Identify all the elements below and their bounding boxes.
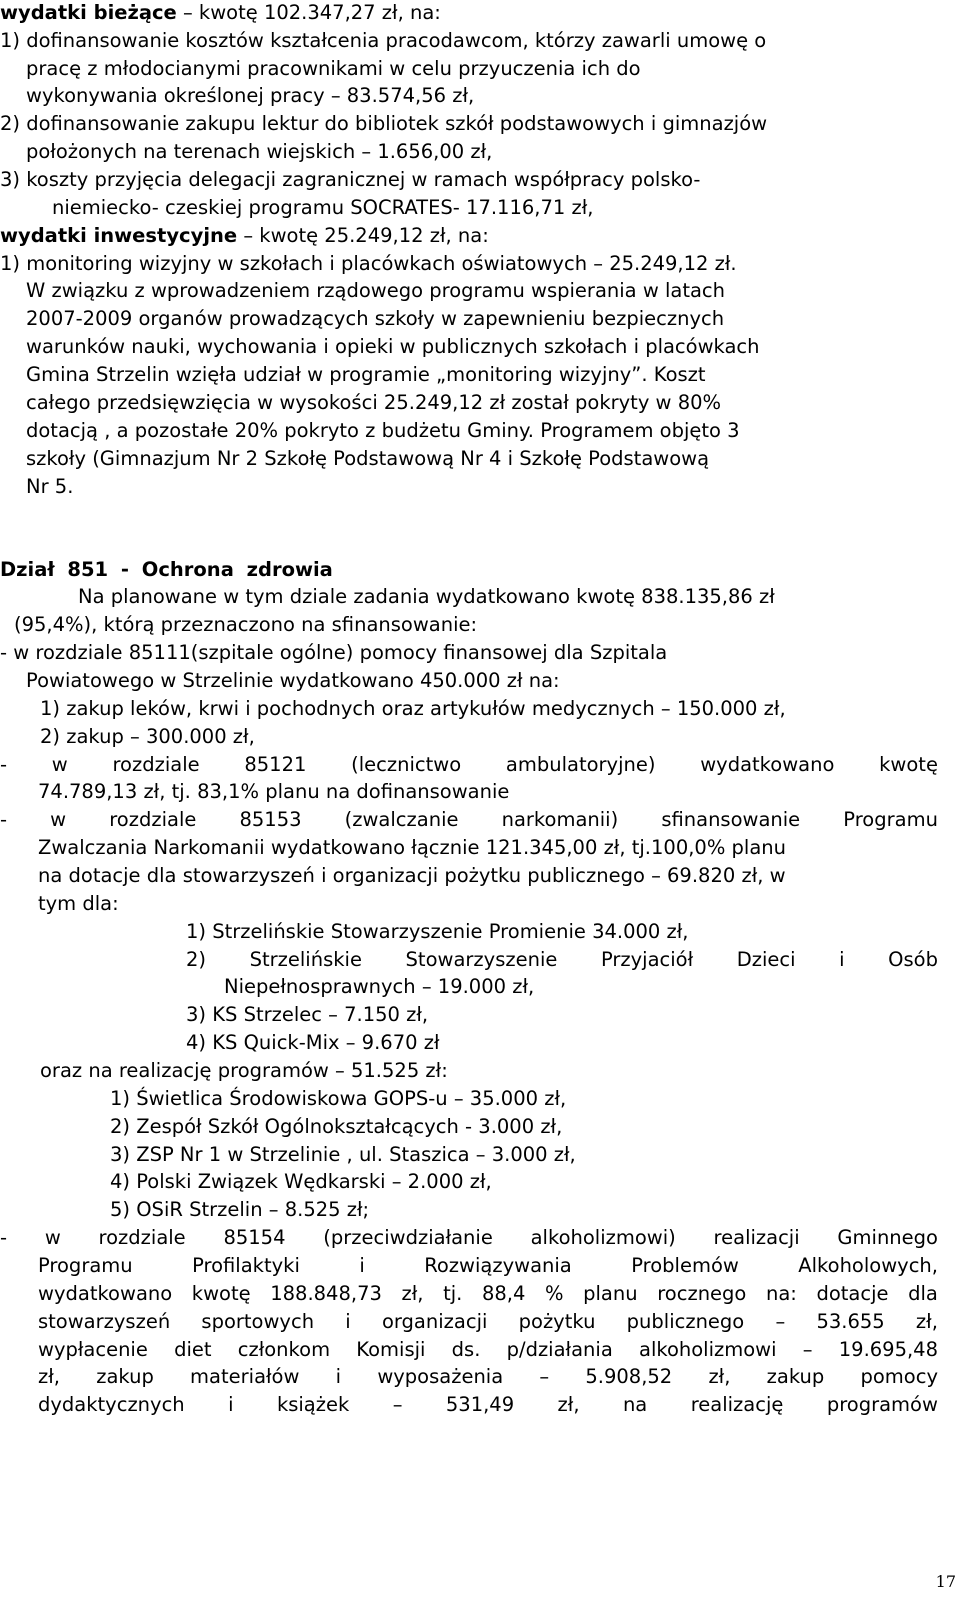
text-line: 1) dofinansowanie kosztów kształcenia pracodawcom, którzy zawarli umowę o	[0, 29, 767, 52]
word: (zwalczanie	[344, 808, 459, 831]
text-line: 4) Polski Związek Wędkarski – 2.000 zł,	[110, 1170, 492, 1193]
word: zł,	[915, 1310, 938, 1333]
word: 88,4	[481, 1282, 526, 1305]
word: i	[839, 948, 845, 971]
word: wypłacenie	[38, 1338, 148, 1361]
word: (lecznictwo	[351, 753, 462, 776]
word: 19.695,48	[838, 1338, 938, 1361]
word: (przeciwdziałanie	[323, 1226, 493, 1249]
word: członkom	[237, 1338, 331, 1361]
justified-line	[0, 1228, 938, 1248]
page-number: 17	[935, 1572, 956, 1591]
word: organizacji	[381, 1310, 488, 1333]
word: wydatkowano	[700, 753, 835, 776]
word: Rozwiązywania	[424, 1254, 572, 1277]
text-line: W związku z wprowadzeniem rządowego programu wspierania w latach	[26, 279, 726, 302]
text-line: niemiecko- czeskiej programu SOCRATES- 17.116,71 zł,	[52, 196, 594, 219]
text-line: 2) zakup – 300.000 zł,	[40, 725, 255, 748]
word: –	[775, 1310, 786, 1333]
text-line: Niepełnosprawnych – 19.000 zł,	[224, 975, 535, 998]
text-line: wydatki inwestycyjne – kwotę 25.249,12 zł, na:	[0, 224, 489, 247]
word: %	[545, 1282, 564, 1305]
text-line: Zwalczania Narkomanii wydatkowano łącznie 121.345,00 zł, tj.100,0% planu	[38, 836, 787, 859]
word: dydaktycznych	[38, 1393, 185, 1416]
word: 85153	[239, 808, 302, 831]
word: p/działania	[506, 1338, 613, 1361]
text-line: całego przedsięwzięcia w wysokości 25.249,12 zł został pokryty w 80%	[26, 391, 722, 414]
word: materiałów	[190, 1365, 300, 1388]
word: programów	[826, 1393, 938, 1416]
text-line: 3) KS Strzelec – 7.150 zł,	[186, 1003, 429, 1026]
justified-line	[0, 755, 938, 775]
word: rocznego	[657, 1282, 747, 1305]
word: Alkoholowych,	[798, 1254, 938, 1277]
word: zakup	[96, 1365, 154, 1388]
word: –	[802, 1338, 813, 1361]
word: kwotę	[191, 1282, 251, 1305]
word: Stowarzyszenie	[405, 948, 558, 971]
word: alkoholizmowi	[639, 1338, 777, 1361]
word: rozdziale	[109, 808, 197, 831]
word: publicznego	[626, 1310, 745, 1333]
word: 188.848,73	[270, 1282, 382, 1305]
word: 531,49	[445, 1393, 515, 1416]
section-heading: Dział 851 - Ochrona zdrowia	[0, 558, 333, 581]
text-line: 1) Świetlica Środowiskowa GOPS-u – 35.000 zł,	[110, 1087, 567, 1110]
word: diet	[174, 1338, 212, 1361]
word: kwotę	[879, 753, 938, 776]
text-line: 3) koszty przyjęcia delegacji zagranicznej w ramach współpracy polsko-	[0, 168, 701, 191]
word: 53.655	[816, 1310, 885, 1333]
word: Problemów	[631, 1254, 739, 1277]
text-line: pracę z młodocianymi pracownikami w celu przyuczenia ich do	[26, 57, 641, 80]
word: planu	[583, 1282, 638, 1305]
word: na	[622, 1393, 648, 1416]
justified-line	[38, 1312, 938, 1332]
text-line: - w rozdziale 85111(szpitale ogólne) pomocy finansowej dla Szpitala	[0, 641, 668, 664]
word: zł,	[38, 1365, 60, 1388]
text-line: Nr 5.	[26, 475, 74, 498]
word: na:	[765, 1282, 797, 1305]
justified-line	[186, 950, 938, 970]
word: -	[0, 1226, 8, 1249]
word: dotacje	[816, 1282, 889, 1305]
word: sfinansowanie	[661, 808, 801, 831]
word: -	[0, 753, 8, 776]
text-line: wydatki bieżące – kwotę 102.347,27 zł, na:	[0, 1, 441, 24]
justified-line	[38, 1256, 938, 1276]
word: w	[50, 808, 67, 831]
text-line: 1) monitoring wizyjny w szkołach i placówkach oświatowych – 25.249,12 zł.	[0, 252, 737, 275]
text-line: 4) KS Quick-Mix – 9.670 zł	[186, 1031, 440, 1054]
word: Przyjaciół	[600, 948, 694, 971]
word: tj.	[443, 1282, 463, 1305]
word: książek	[276, 1393, 350, 1416]
word: Dzieci	[736, 948, 796, 971]
word: narkomanii)	[501, 808, 619, 831]
text-line: 3) ZSP Nr 1 w Strzelinie , ul. Staszica – 3.000 zł,	[110, 1143, 576, 1166]
word: –	[392, 1393, 403, 1416]
word: Komisji	[356, 1338, 426, 1361]
word: pożytku	[518, 1310, 596, 1333]
word: sportowych	[201, 1310, 315, 1333]
word: wyposażenia	[377, 1365, 504, 1388]
bold-term: wydatki inwestycyjne	[0, 224, 238, 247]
word: pomocy	[860, 1365, 938, 1388]
word: zakup	[766, 1365, 825, 1388]
word: zł,	[708, 1365, 731, 1388]
text-line: szkoły (Gimnazjum Nr 2 Szkołę Podstawową Nr 4 i Szkołę Podstawową	[26, 447, 710, 470]
word: rozdziale	[98, 1226, 186, 1249]
text-line: 1) zakup leków, krwi i pochodnych oraz artykułów medycznych – 150.000 zł,	[40, 697, 786, 720]
word: 2)	[186, 948, 207, 971]
word: 85154	[223, 1226, 286, 1249]
text-line: warunków nauki, wychowania i opieki w publicznych szkołach i placówkach	[26, 335, 760, 358]
word: Osób	[888, 948, 938, 971]
justified-line	[38, 1395, 938, 1415]
justified-line	[38, 1340, 938, 1360]
text-line: 1) Strzelińskie Stowarzyszenie Promienie 34.000 zł,	[186, 920, 689, 943]
word: stowarzyszeń	[38, 1310, 171, 1333]
text-line: Powiatowego w Strzelinie wydatkowano 450.000 zł na:	[26, 669, 560, 692]
word: zł,	[557, 1393, 580, 1416]
text-line: 2) dofinansowanie zakupu lektur do bibliotek szkół podstawowych i gimnazjów	[0, 112, 768, 135]
word: wydatkowano	[38, 1282, 173, 1305]
word: i	[359, 1254, 365, 1277]
word: i	[228, 1393, 234, 1416]
word: w	[51, 753, 68, 776]
text-line: położonych na terenach wiejskich – 1.656,00 zł,	[26, 140, 493, 163]
word: realizacji	[713, 1226, 800, 1249]
word: i	[335, 1365, 342, 1388]
word: i	[345, 1310, 351, 1333]
word: rozdziale	[112, 753, 200, 776]
text-line: 2007-2009 organów prowadzących szkoły w zapewnieniu bezpiecznych	[26, 307, 725, 330]
word: -	[0, 808, 8, 831]
word: 85121	[244, 753, 307, 776]
bold-term: wydatki bieżące	[0, 1, 177, 24]
text-line: wykonywania określonej pracy – 83.574,56 zł,	[26, 84, 475, 107]
text-line: tym dla:	[38, 892, 119, 915]
text-line: dotacją , a pozostałe 20% pokryto z budżetu Gminy. Programem objęto 3	[26, 419, 740, 442]
word: Programu	[38, 1254, 133, 1277]
text-line: na dotacje dla stowarzyszeń i organizacji pożytku publicznego – 69.820 zł, w	[38, 864, 786, 887]
text-line: 74.789,13 zł, tj. 83,1% planu na dofinansowanie	[38, 780, 510, 803]
word: dla	[908, 1282, 938, 1305]
justified-line	[38, 1284, 938, 1304]
word: w	[44, 1226, 61, 1249]
text-line: oraz na realizację programów – 51.525 zł:	[40, 1059, 448, 1082]
word: Gminnego	[837, 1226, 938, 1249]
word: ambulatoryjne)	[505, 753, 656, 776]
justified-line	[38, 1367, 938, 1387]
word: Programu	[843, 808, 938, 831]
word: realizację	[690, 1393, 784, 1416]
word: 5.908,52	[585, 1365, 673, 1388]
word: Strzelińskie	[249, 948, 362, 971]
word: alkoholizmowi)	[530, 1226, 676, 1249]
text-line: Na planowane w tym dziale zadania wydatkowano kwotę 838.135,86 zł	[78, 585, 775, 608]
justified-line	[0, 810, 938, 830]
text-line: Gmina Strzelin wzięła udział w programie „monitoring wizyjny”. Koszt	[26, 363, 706, 386]
word: zł,	[401, 1282, 424, 1305]
text-line: (95,4%), którą przeznaczono na sfinansowanie:	[14, 613, 478, 636]
text-line: 2) Zespół Szkół Ogólnokształcących - 3.000 zł,	[110, 1115, 563, 1138]
word: Profilaktyki	[192, 1254, 300, 1277]
word: –	[539, 1365, 550, 1388]
text-line: 5) OSiR Strzelin – 8.525 zł;	[110, 1198, 370, 1221]
word: ds.	[451, 1338, 481, 1361]
